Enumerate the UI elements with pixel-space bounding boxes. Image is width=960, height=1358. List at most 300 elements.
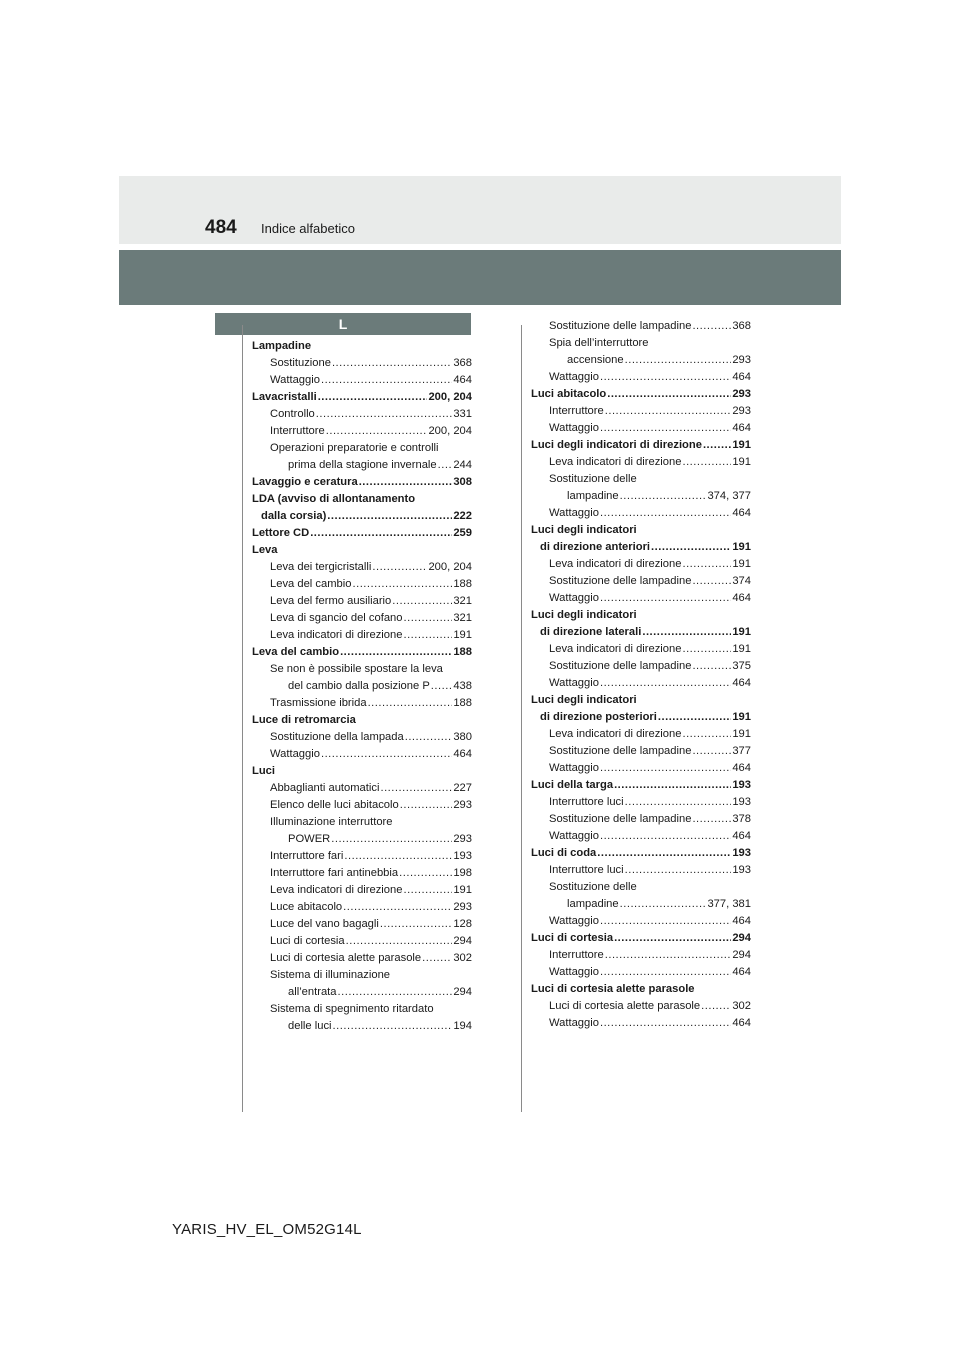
index-term: Interruttore fari antinebbia [270, 867, 399, 879]
index-term: Luci [252, 765, 275, 777]
index-entry [531, 335, 751, 352]
index-term: Leva del fermo ausiliario [270, 595, 392, 607]
index-entry [531, 454, 751, 471]
index-entry [252, 423, 472, 440]
index-term: Interruttore luci [549, 864, 624, 876]
index-entry [252, 474, 472, 491]
leader-dots [422, 950, 452, 967]
leader-dots [368, 695, 453, 712]
index-entry [531, 573, 751, 590]
page-reference: 191 [732, 439, 751, 451]
index-term: Leva indicatori di direzione [549, 643, 682, 655]
page-reference: 308 [453, 476, 472, 488]
index-entry [252, 814, 472, 831]
page-reference: 464 [732, 966, 751, 978]
index-term: Wattaggio [549, 677, 599, 689]
index-term: Luci degli indicatori [531, 694, 637, 706]
page-reference: 191 [732, 541, 751, 553]
index-entry [531, 505, 751, 522]
leader-dots [321, 746, 452, 763]
page-reference: 259 [453, 527, 472, 539]
index-entry [252, 406, 472, 423]
leader-dots [600, 590, 731, 607]
index-entry [531, 896, 751, 913]
leader-dots [392, 593, 452, 610]
leader-dots [343, 899, 452, 916]
leader-dots [340, 644, 452, 661]
index-term: Lavacristalli [252, 391, 317, 403]
page-reference: 191 [732, 728, 751, 740]
index-entry [252, 933, 472, 950]
index-entry [252, 576, 472, 593]
index-entry [252, 712, 472, 729]
leader-dots [682, 726, 731, 743]
page-reference: 193 [732, 847, 751, 859]
index-column-left [252, 338, 472, 1035]
page-reference: 193 [732, 779, 751, 791]
index-entry [252, 355, 472, 372]
page-reference: 464 [732, 422, 751, 434]
index-term: Sostituzione [270, 357, 331, 369]
page-reference: 464 [732, 677, 751, 689]
leader-dots [338, 984, 453, 1001]
index-entry [531, 981, 751, 998]
index-term: Luce del vano bagagli [270, 918, 379, 930]
index-term: Abbaglianti automatici [270, 782, 380, 794]
page-reference: 374 [732, 575, 751, 587]
page-reference: 188 [453, 578, 472, 590]
index-entry [252, 967, 472, 984]
index-entry [252, 678, 472, 695]
page-reference: 464 [453, 374, 472, 386]
index-entry [252, 644, 472, 661]
page-reference: 321 [453, 612, 472, 624]
page-reference: 464 [732, 592, 751, 604]
page-reference: 191 [732, 558, 751, 570]
index-entry [252, 882, 472, 899]
leader-dots [403, 882, 452, 899]
index-entry [531, 522, 751, 539]
index-term: Luci di cortesia [531, 932, 614, 944]
index-entry [531, 913, 751, 930]
page-reference: 293 [732, 405, 751, 417]
index-term: Wattaggio [270, 748, 320, 760]
leader-dots [405, 729, 453, 746]
index-term: Luci di cortesia alette parasole [531, 983, 695, 995]
index-term: Operazioni preparatorie e controlli [270, 442, 439, 454]
index-entry [531, 437, 751, 454]
index-entry [252, 831, 472, 848]
index-term: Interruttore [549, 949, 604, 961]
index-entry [252, 372, 472, 389]
index-entry [531, 777, 751, 794]
index-term: Luce di retromarcia [252, 714, 356, 726]
leader-dots [333, 1018, 453, 1035]
index-term: dalla corsia) [261, 510, 327, 522]
index-term: Leva indicatori di direzione [549, 456, 682, 468]
page-reference: 128 [453, 918, 472, 930]
leader-dots [605, 403, 732, 420]
leader-dots [327, 508, 452, 525]
page-reference: 200, 204 [428, 561, 472, 573]
index-entry [531, 811, 751, 828]
index-term: Wattaggio [549, 762, 599, 774]
page-reference: 193 [732, 796, 751, 808]
index-term: Leva del cambio [270, 578, 352, 590]
page-reference: 244 [453, 459, 472, 471]
index-entry [252, 661, 472, 678]
index-entry [252, 338, 472, 355]
page-reference: 331 [453, 408, 472, 420]
index-term: Illuminazione interruttore [270, 816, 393, 828]
index-entry [252, 542, 472, 559]
index-entry [252, 746, 472, 763]
leader-dots [316, 406, 453, 423]
index-term: Luci di cortesia [270, 935, 345, 947]
page-reference: 191 [453, 629, 472, 641]
index-term: Wattaggio [549, 1017, 599, 1029]
leader-dots [692, 743, 731, 760]
leader-dots [352, 576, 452, 593]
index-entry [531, 556, 751, 573]
index-term: del cambio dalla posizione P [288, 680, 430, 692]
index-entry [531, 998, 751, 1015]
leader-dots [400, 797, 453, 814]
page-reference: 227 [453, 782, 472, 794]
leader-dots [682, 556, 731, 573]
leader-dots [600, 828, 731, 845]
index-term: Sostituzione delle [549, 881, 637, 893]
index-entry [252, 950, 472, 967]
index-term: Sostituzione delle lampadine [549, 813, 692, 825]
page-reference: 438 [453, 680, 472, 692]
index-entry [252, 797, 472, 814]
index-entry [252, 457, 472, 474]
index-term: Elenco delle luci abitacolo [270, 799, 399, 811]
index-entry [531, 794, 751, 811]
leader-dots [614, 930, 731, 947]
leader-dots [438, 457, 453, 474]
index-entry [252, 1001, 472, 1018]
index-entry [252, 729, 472, 746]
index-entry [531, 607, 751, 624]
leader-dots [703, 437, 731, 454]
index-entry [531, 488, 751, 505]
leader-dots [597, 845, 731, 862]
page-reference: 200, 204 [428, 391, 472, 403]
index-entry [531, 845, 751, 862]
index-term: Wattaggio [549, 422, 599, 434]
page-reference: 464 [732, 371, 751, 383]
index-term: Sostituzione delle lampadine [549, 745, 692, 757]
index-term: Interruttore [270, 425, 325, 437]
index-term: Leva del cambio [252, 646, 340, 658]
index-term: Se non è possibile spostare la leva [270, 663, 443, 675]
index-term: di direzione anteriori [540, 541, 651, 553]
index-term: Lampadine [252, 340, 312, 352]
index-entry [531, 947, 751, 964]
page-reference: 464 [732, 507, 751, 519]
index-entry [531, 879, 751, 896]
index-term: Wattaggio [549, 371, 599, 383]
index-entry [531, 726, 751, 743]
index-term: Leva indicatori di direzione [270, 884, 403, 896]
leader-dots [701, 998, 731, 1015]
index-entry [252, 491, 472, 508]
page-reference: 464 [732, 1017, 751, 1029]
index-entry [531, 471, 751, 488]
leader-dots [600, 964, 731, 981]
index-term: Wattaggio [549, 966, 599, 978]
page-reference: 464 [732, 762, 751, 774]
page-reference: 293 [732, 354, 751, 366]
leader-dots [625, 794, 732, 811]
index-term: Spia dell’interruttore [549, 337, 649, 349]
page-reference: 302 [732, 1000, 751, 1012]
index-term: Leva indicatori di direzione [549, 728, 682, 740]
index-entry [252, 984, 472, 1001]
leader-dots [332, 355, 452, 372]
leader-dots [346, 933, 453, 950]
index-term: Sostituzione delle lampadine [549, 320, 692, 332]
index-term: Luce abitacolo [270, 901, 343, 913]
page-reference: 464 [732, 830, 751, 842]
page-reference: 222 [453, 510, 472, 522]
leader-dots [620, 488, 707, 505]
page-reference: 464 [453, 748, 472, 760]
index-entry [531, 624, 751, 641]
leader-dots [692, 573, 731, 590]
page-reference: 294 [453, 986, 472, 998]
leader-dots [403, 627, 452, 644]
index-term: Wattaggio [549, 592, 599, 604]
index-term: LDA (avviso di allontanamento [252, 493, 416, 505]
index-term: Sostituzione delle [549, 473, 637, 485]
index-term: Lavaggio e ceratura [252, 476, 358, 488]
index-entry [531, 1015, 751, 1032]
index-entry [531, 318, 751, 335]
leader-dots [380, 780, 452, 797]
index-entry [531, 675, 751, 692]
index-term: Wattaggio [549, 830, 599, 842]
section-title: Indice alfabetico [261, 221, 355, 236]
page-reference: 321 [453, 595, 472, 607]
page-reference: 188 [453, 646, 472, 658]
page-reference: 368 [453, 357, 472, 369]
leader-dots [600, 420, 731, 437]
page-reference: 294 [453, 935, 472, 947]
index-entry [531, 709, 751, 726]
page-reference: 378 [732, 813, 751, 825]
index-entry [531, 964, 751, 981]
index-entry [531, 590, 751, 607]
index-entry [531, 862, 751, 879]
index-term: Sistema di illuminazione [270, 969, 391, 981]
page-reference: 293 [732, 388, 751, 400]
leader-dots [600, 505, 731, 522]
index-term: Leva indicatori di direzione [270, 629, 403, 641]
page-reference: 191 [732, 711, 751, 723]
index-term: Lettore CD [252, 527, 310, 539]
index-entry [531, 743, 751, 760]
page-reference: 191 [732, 456, 751, 468]
page-reference: 380 [453, 731, 472, 743]
index-entry [531, 930, 751, 947]
index-term: Luci abitacolo [531, 388, 607, 400]
page-reference: 293 [453, 799, 472, 811]
section-letter-bar: L [215, 313, 471, 335]
header-bar [119, 250, 841, 305]
leader-dots [380, 916, 452, 933]
leader-dots [600, 369, 731, 386]
index-term: Leva [252, 544, 278, 556]
index-term: Leva dei tergicristalli [270, 561, 372, 573]
index-term: Wattaggio [270, 374, 320, 386]
leader-dots [620, 896, 707, 913]
index-entry [531, 386, 751, 403]
index-term: prima della stagione invernale [288, 459, 437, 471]
page-reference: 375 [732, 660, 751, 672]
page-reference: 198 [453, 867, 472, 879]
index-entry [252, 559, 472, 576]
index-term: di direzione laterali [540, 626, 642, 638]
page-reference: 193 [732, 864, 751, 876]
leader-dots [625, 352, 732, 369]
leader-dots [605, 947, 732, 964]
index-entry [531, 760, 751, 777]
page-reference: 194 [453, 1020, 472, 1032]
index-term: accensione [567, 354, 624, 366]
page-reference: 188 [453, 697, 472, 709]
index-term: Luci degli indicatori [531, 609, 637, 621]
index-entry [252, 389, 472, 406]
page-reference: 294 [732, 949, 751, 961]
index-term: Interruttore fari [270, 850, 344, 862]
index-term: Interruttore luci [549, 796, 624, 808]
index-entry [531, 420, 751, 437]
index-term: all’entrata [288, 986, 337, 998]
index-entry [531, 352, 751, 369]
right-column-rule [521, 325, 522, 1112]
index-term: Sostituzione delle lampadine [549, 660, 692, 672]
index-entry [252, 1018, 472, 1035]
index-term: Luci di cortesia alette parasole [549, 1000, 701, 1012]
leader-dots [658, 709, 731, 726]
leader-dots [692, 811, 731, 828]
index-entry [531, 828, 751, 845]
leader-dots [692, 658, 731, 675]
index-term: POWER [288, 833, 331, 845]
index-term: Luci degli indicatori [531, 524, 637, 536]
leader-dots [682, 641, 731, 658]
index-entry [252, 916, 472, 933]
index-term: lampadine [567, 490, 619, 502]
leader-dots [431, 678, 453, 695]
leader-dots [331, 831, 452, 848]
leader-dots [326, 423, 428, 440]
leader-dots [318, 389, 428, 406]
leader-dots [625, 862, 732, 879]
index-term: di direzione posteriori [540, 711, 657, 723]
index-term: Luci della targa [531, 779, 614, 791]
page-reference: 374, 377 [707, 490, 751, 502]
index-entry [252, 848, 472, 865]
index-entry [531, 403, 751, 420]
index-term: delle luci [288, 1020, 332, 1032]
leader-dots [692, 318, 731, 335]
page-number: 484 [205, 217, 237, 238]
index-term: Luci degli indicatori di direzione [531, 439, 702, 451]
index-entry [531, 692, 751, 709]
page-reference: 200, 204 [428, 425, 472, 437]
index-entry [252, 899, 472, 916]
left-column-rule [242, 325, 243, 1112]
index-term: Controllo [270, 408, 315, 420]
leader-dots [403, 610, 452, 627]
index-entry [252, 780, 472, 797]
page-reference: 293 [453, 901, 472, 913]
page-reference: 191 [453, 884, 472, 896]
index-entry [531, 539, 751, 556]
page-reference: 377 [732, 745, 751, 757]
index-entry [252, 695, 472, 712]
leader-dots [359, 474, 453, 491]
index-term: Interruttore [549, 405, 604, 417]
index-term: Sostituzione delle lampadine [549, 575, 692, 587]
index-entry [252, 763, 472, 780]
index-entry [252, 593, 472, 610]
index-term: Leva di sgancio del cofano [270, 612, 403, 624]
index-term: Luci di coda [531, 847, 597, 859]
index-term: lampadine [567, 898, 619, 910]
index-entry [531, 369, 751, 386]
leader-dots [600, 760, 731, 777]
index-entry [531, 658, 751, 675]
leader-dots [600, 1015, 731, 1032]
page-reference: 293 [453, 833, 472, 845]
leader-dots [372, 559, 427, 576]
page-reference: 377, 381 [707, 898, 751, 910]
leader-dots [600, 675, 731, 692]
index-term: Sistema di spegnimento ritardato [270, 1003, 434, 1015]
index-term: Leva indicatori di direzione [549, 558, 682, 570]
index-term: Wattaggio [549, 915, 599, 927]
index-entry [252, 508, 472, 525]
leader-dots [321, 372, 452, 389]
leader-dots [642, 624, 731, 641]
index-entry [252, 440, 472, 457]
leader-dots [607, 386, 731, 403]
leader-dots [614, 777, 731, 794]
document-code: YARIS_HV_EL_OM52G14L [172, 1221, 362, 1238]
index-term: Luci di cortesia alette parasole [270, 952, 422, 964]
index-term: Sostituzione della lampada [270, 731, 404, 743]
index-column-right [531, 318, 751, 1032]
leader-dots [600, 913, 731, 930]
leader-dots [344, 848, 452, 865]
page-reference: 191 [732, 643, 751, 655]
leader-dots [682, 454, 731, 471]
index-entry [531, 641, 751, 658]
page-reference: 294 [732, 932, 751, 944]
index-term: Wattaggio [549, 507, 599, 519]
index-entry [252, 627, 472, 644]
page-reference: 368 [732, 320, 751, 332]
page-reference: 191 [732, 626, 751, 638]
index-entry [252, 865, 472, 882]
page-reference: 193 [453, 850, 472, 862]
leader-dots [651, 539, 731, 556]
